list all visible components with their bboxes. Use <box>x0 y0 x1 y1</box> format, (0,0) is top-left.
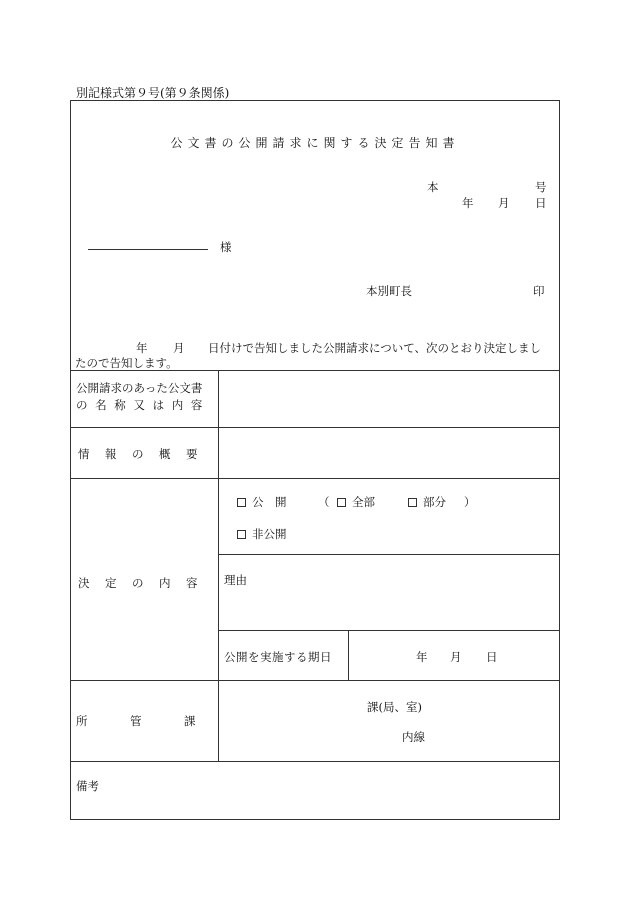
impl-day: 日 <box>486 650 498 664</box>
department-value-line1: 課(局、室) <box>367 700 422 714</box>
checkbox-icon <box>337 498 346 507</box>
form-reference: 別記様式第９号(第９条関係) <box>76 86 230 100</box>
department-label: 所 管 課 <box>76 714 198 728</box>
row-divider <box>70 478 560 479</box>
number-suffix: 号 <box>535 180 547 194</box>
row-divider <box>70 761 560 762</box>
number-prefix: 本 <box>427 180 439 194</box>
decision-label: 決 定 の 内 容 <box>78 576 200 590</box>
date-month: 月 <box>498 196 510 210</box>
body-text-line1: 日付けで告知しました公開請求について、次のとおり決定しまし <box>208 341 542 355</box>
column-divider <box>218 370 219 761</box>
body-month: 月 <box>173 341 185 355</box>
remarks-label: 備考 <box>76 779 99 793</box>
addressee-suffix: 様 <box>220 240 232 254</box>
request-label-line1: 公開請求のあった公文書 <box>76 381 203 395</box>
addressee-line <box>88 249 208 250</box>
reason-label: 理由 <box>224 573 247 587</box>
column-divider <box>348 630 349 680</box>
paren-close: ） <box>464 495 476 509</box>
checkbox-icon <box>237 530 246 539</box>
paren-open: （ <box>318 495 330 509</box>
document-title: 公文書の公開請求に関する決定告知書 <box>170 136 460 150</box>
implementation-date-label: 公開を実施する期日 <box>224 650 332 664</box>
checkbox-icon <box>237 498 246 507</box>
disclosure-open-option[interactable]: 公 開 <box>237 494 287 510</box>
impl-year: 年 <box>416 650 428 664</box>
seal-mark: 印 <box>533 284 545 298</box>
department-value-line2: 内線 <box>402 730 425 744</box>
row-divider <box>70 680 560 681</box>
request-label-line2: の 名 称 又 は 内 容 <box>76 398 205 412</box>
row-divider <box>218 630 560 631</box>
body-text-line2: たので告知します。 <box>75 356 178 370</box>
body-year: 年 <box>136 341 148 355</box>
non-disclosure-option[interactable]: 非公開 <box>237 526 287 542</box>
checkbox-icon <box>408 498 417 507</box>
issuer-name: 本別町長 <box>366 284 412 298</box>
disclosure-all-option[interactable]: 全部 <box>337 494 375 510</box>
impl-month: 月 <box>450 650 462 664</box>
disclosure-partial-option[interactable]: 部分 <box>408 494 446 510</box>
date-year: 年 <box>462 196 474 210</box>
date-day: 日 <box>535 196 547 210</box>
row-divider <box>70 427 560 428</box>
summary-label: 情 報 の 概 要 <box>78 447 200 461</box>
row-divider <box>218 554 560 555</box>
